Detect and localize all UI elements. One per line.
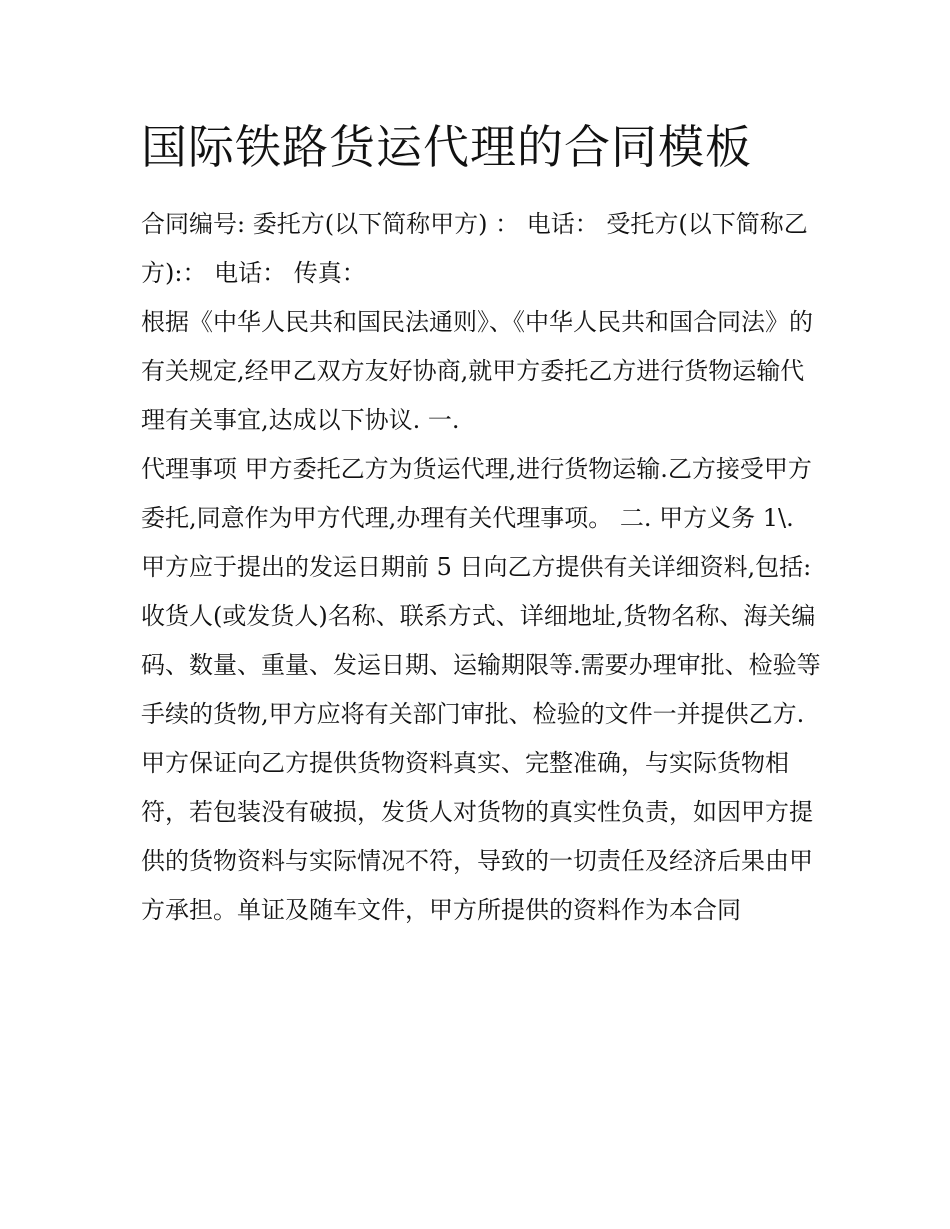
paragraph-agency-matters: 代理事项 甲方委托乙方为货运代理,进行货物运输.乙方接受甲方委托,同意作为甲方代理,办理有关代理事项。 二. 甲方义务 1\. [141, 455, 812, 532]
paragraph-guarantee: 甲方保证向乙方提供货物资料真实、完整准确，与实际货物相符，若包装没有破损，发货人对货物的真实性负责，如因甲方提供的货物资料与实际情况不符，导致的一切责任及经济后果由甲方承担。单证及随车文件，甲方所提供的资料作为本合同 [141, 749, 813, 924]
document-page [141, 112, 821, 935]
paragraph-deadline: 甲方应于提出的发运日期前 5 日向乙方提供有关详细资料,包括: [141, 553, 812, 581]
document-title: 国际铁路货运代理的合同模板 [141, 120, 752, 174]
paragraph-basis: 根据《中华人民共和国民法通则》、《中华人民共和国合同法》的有关规定,经甲乙双方友好协商,就甲方委托乙方进行货物运输代理有关事宜,达成以下协议. 一. [141, 308, 813, 434]
paragraph-parties: 合同编号: 委托方(以下简称甲方) ： 电话： 受托方(以下简称乙方):： 电话： 传真： [141, 210, 808, 287]
paragraph-consignee-info: 收货人(或发货人)名称、联系方式、详细地址,货物名称、海关编码、数量、重量、发运日期、运输期限等.需要办理审批、检验等手续的货物,甲方应将有关部门审批、检验的文件一并提供乙方. [141, 602, 821, 728]
